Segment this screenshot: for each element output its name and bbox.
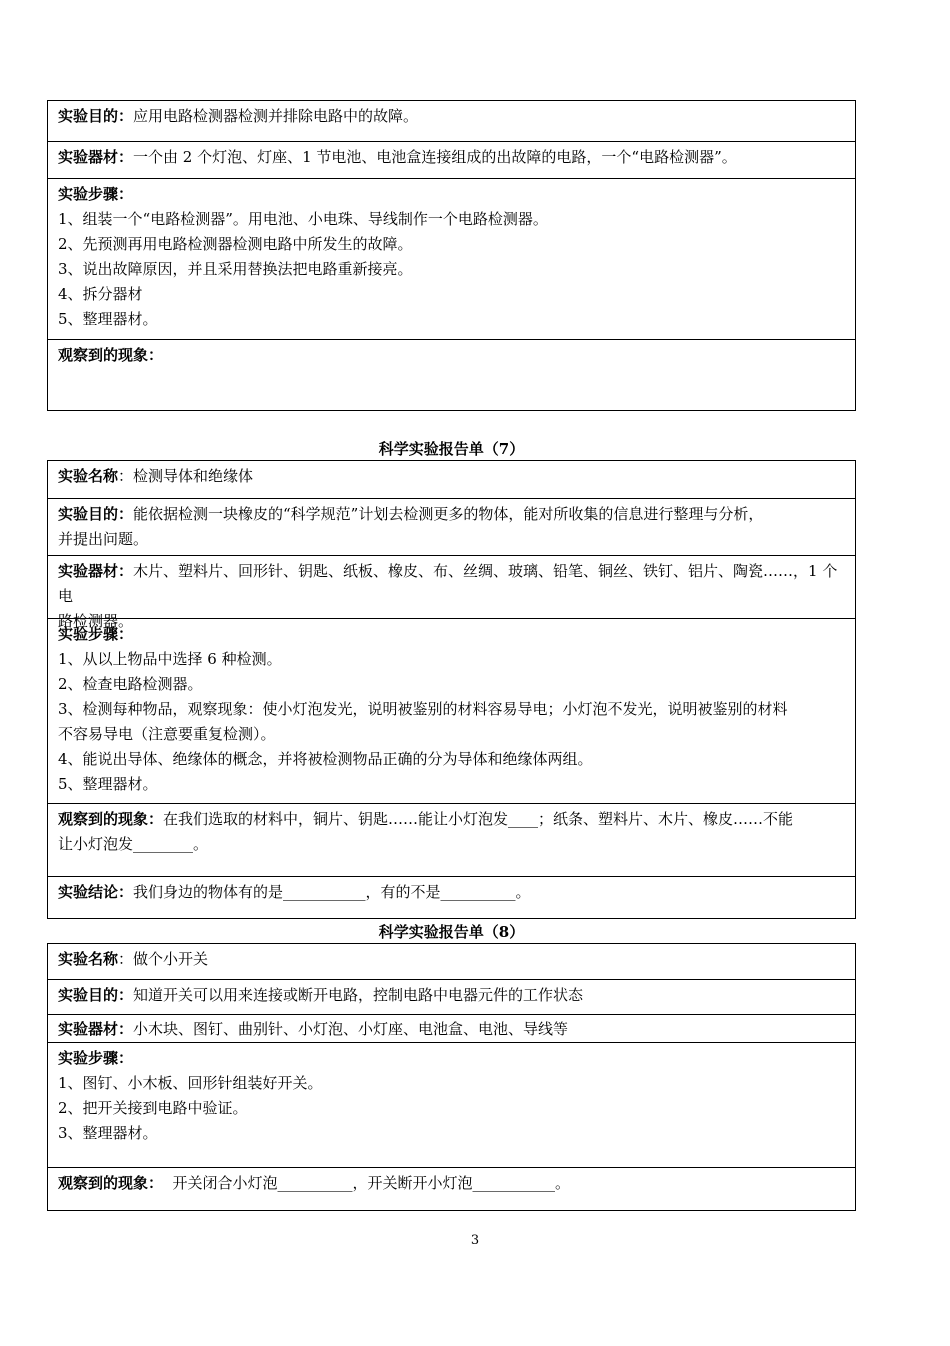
purpose-text: 应用电路检测器检测并排除电路中的故障。: [133, 107, 419, 125]
step-item: 1、组装一个“电路检测器”。用电池、小电珠、导线制作一个电路检测器。: [58, 210, 548, 228]
name-row: [48, 944, 855, 980]
materials-label: 实验器材：: [58, 1020, 134, 1038]
step-item: 1、从以上物品中选择 6 种检测。: [58, 650, 282, 668]
observe-row: [48, 804, 855, 877]
steps-row: [48, 1043, 855, 1168]
steps-row: [48, 619, 855, 804]
purpose-text: 知道开关可以用来连接或断开电路，控制电路中电器元件的工作状态: [133, 986, 584, 1004]
name-text: ：检测导体和绝缘体: [118, 467, 254, 485]
observe-text: 开关闭合小灯泡__________，开关断开小灯泡___________。: [163, 1174, 571, 1192]
conclusion-label: 实验结论：: [58, 883, 134, 901]
report-table-8: [47, 943, 856, 1211]
materials-text: 木片、塑料片、回形针、钥匙、纸板、橡皮、布、丝绸、玻璃、铅笔、铜丝、铁钉、铝片、陶瓷……，1 个电: [58, 562, 838, 605]
step-item: 不容易导电（注意要重复检测）。: [58, 725, 276, 743]
materials-label: 实验器材：: [58, 148, 134, 166]
observe-text: 在我们选取的材料中，铜片、钥匙……能让小灯泡发____；纸条、塑料片、木片、橡皮……不能: [163, 810, 794, 828]
observe-label: 观察到的现象：: [58, 810, 164, 828]
report-title-7: 科学实验报告单（7）: [378, 440, 525, 458]
conclusion-text: 我们身边的物体有的是___________，有的不是__________。: [133, 883, 531, 901]
purpose-label: 实验目的：: [58, 107, 134, 125]
purpose-label: 实验目的：: [58, 505, 134, 523]
name-label: 实验名称: [58, 467, 119, 485]
purpose-label: 实验目的：: [58, 986, 134, 1004]
step-item: 3、说出故障原因，并且采用替换法把电路重新接亮。: [58, 260, 413, 278]
observe-label: 观察到的现象：: [58, 1174, 164, 1192]
purpose-text-cont: 并提出问题。: [58, 530, 149, 548]
purpose-row: [48, 499, 855, 556]
page-number: 3: [470, 1233, 480, 1248]
name-row: [48, 461, 855, 499]
steps-label: 实验步骤：: [58, 625, 134, 643]
step-item: 2、把开关接到电路中验证。: [58, 1099, 248, 1117]
step-item: 4、能说出导体、绝缘体的概念，并将被检测物品正确的分为导体和绝缘体两组。: [58, 750, 593, 768]
step-item: 5、整理器材。: [58, 775, 158, 793]
steps-label: 实验步骤：: [58, 185, 134, 203]
materials-text-cont: 路检测器。: [58, 612, 134, 630]
step-item: 2、先预测再用电路检测器检测电路中所发生的故障。: [58, 235, 413, 253]
report-table-7: [47, 460, 856, 919]
materials-row: [48, 1015, 855, 1043]
observe-text-cont: 让小灯泡发________。: [58, 835, 209, 853]
step-item: 2、检查电路检测器。: [58, 675, 203, 693]
purpose-row: [48, 101, 855, 142]
step-item: 4、拆分器材: [58, 285, 143, 303]
purpose-row: [48, 980, 855, 1015]
purpose-text: 能依据检测一块橡皮的“科学规范”计划去检测更多的物体，能对所收集的信息进行整理与分析，: [133, 505, 764, 523]
report-title-8: 科学实验报告单（8）: [378, 923, 525, 941]
materials-row: [48, 556, 855, 630]
observe-row: [48, 340, 855, 410]
step-item: 1、图钉、小木板、回形针组装好开关。: [58, 1074, 323, 1092]
observe-row: [48, 1168, 855, 1210]
materials-row: [48, 142, 855, 179]
step-item: 5、整理器材。: [58, 310, 158, 328]
step-item: 3、检测每种物品，观察现象：使小灯泡发光，说明被鉴别的材料容易导电；小灯泡不发光，说明被鉴别的材料: [58, 700, 788, 718]
conclusion-row: [48, 877, 855, 918]
name-label: 实验名称: [58, 950, 119, 968]
name-text: ：做个小开关: [118, 950, 209, 968]
step-item: 3、整理器材。: [58, 1124, 158, 1142]
report-table-6: [47, 100, 856, 411]
materials-label: 实验器材：: [58, 562, 134, 580]
steps-row: [48, 179, 855, 340]
materials-text: 一个由 2 个灯泡、灯座、1 节电池、电池盒连接组成的出故障的电路，一个“电路检测器”。: [133, 148, 737, 166]
steps-label: 实验步骤：: [58, 1049, 134, 1067]
materials-text: 小木块、图钉、曲别针、小灯泡、小灯座、电池盒、电池、导线等: [133, 1020, 569, 1038]
observe-label: 观察到的现象：: [58, 346, 164, 364]
